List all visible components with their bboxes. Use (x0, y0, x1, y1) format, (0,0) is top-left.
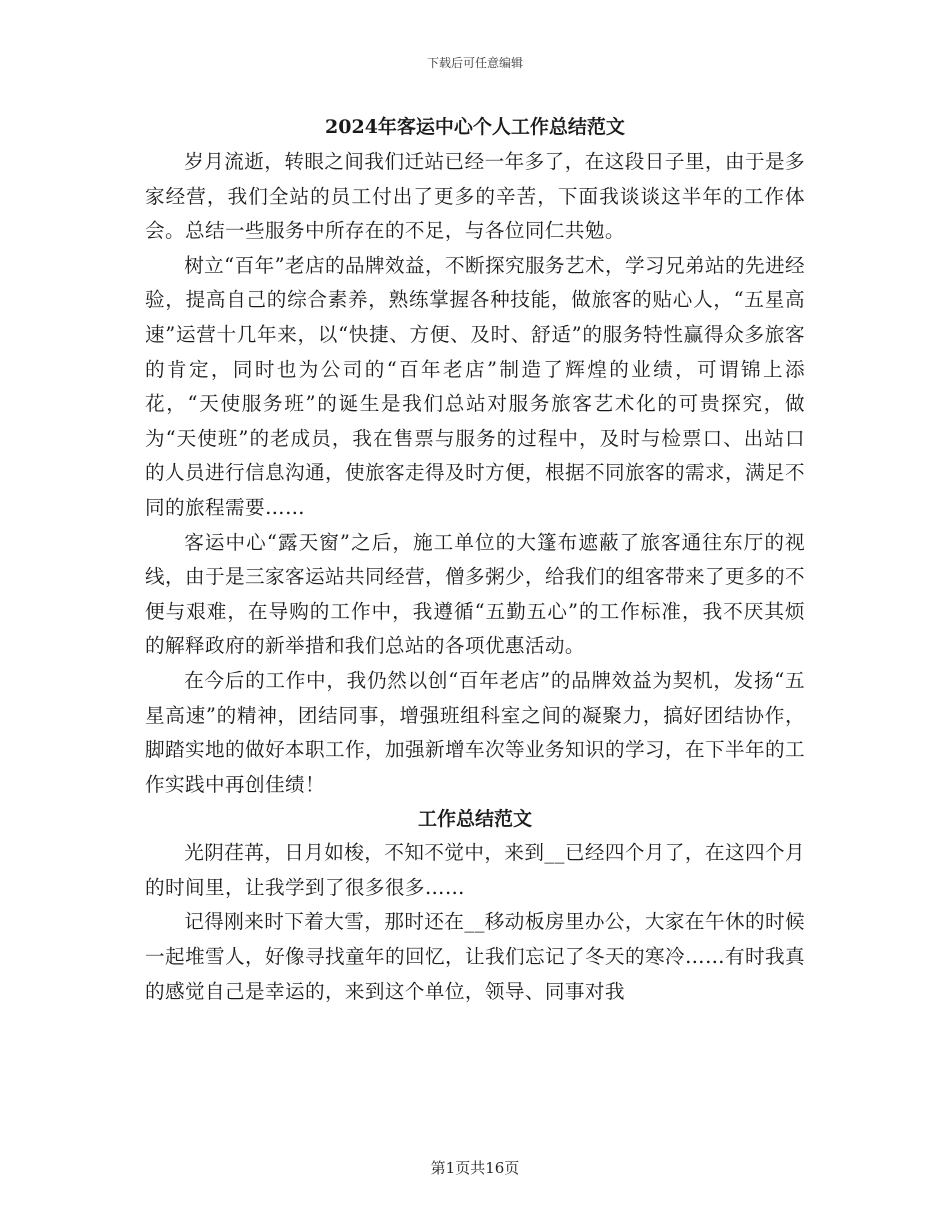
page-number: 第1页共16页 (430, 1159, 520, 1177)
section-title: 工作总结范文 (417, 808, 532, 831)
paragraph: 光阴荏苒，日月如梭，不知不觉中，来到__已经四个月了，在这四个月的时间里，让我学到了很多很多…… (145, 841, 805, 899)
header-note: 下载后可任意编辑 (426, 56, 523, 70)
paragraph: 在今后的工作中，我仍然以创“百年老店”的品牌效益为契机，发扬“五星高速”的精神，团结同事，增强班组科室之间的凝聚力，搞好团结协作，脚踏实地的做好本职工作，加强新增车次等业务知识的学习，在下半年的工作实践中再创佳绩！ (145, 668, 805, 796)
document-title: 2024年客运中心个人工作总结范文 (325, 116, 625, 138)
paragraph: 树立“百年”老店的品牌效益，不断探究服务艺术，学习兄弟站的先进经验，提高自己的综合素养，熟练掌握各种技能，做旅客的贴心人，“五星高速”运营十几年来，以“快捷、方便、及时、舒适”的服务特性赢得众多旅客的肯定，同时也为公司的“百年老店”制造了辉煌的业绩，可谓锦上添花，“天使服务班”的诞生是我们总站对服务旅客艺术化的可贵探究，做为“天使班”的老成员，我在售票与服务的过程中，及时与检票口、出站口的人员进行信息沟通，使旅客走得及时方便，根据不同旅客的需求，满足不同的旅程需要…… (145, 253, 805, 519)
paragraph: 记得刚来时下着大雪，那时还在__移动板房里办公，大家在午休的时候一起堆雪人，好像寻找童年的回忆，让我们忘记了冬天的寒冷……有时我真的感觉自己是幸运的，来到这个单位，领导、同事对我 (145, 910, 805, 1003)
paragraph: 客运中心“露天窗”之后，施工单位的大篷布遮蔽了旅客通往东厅的视线，由于是三家客运站共同经营，僧多粥少，给我们的组客带来了更多的不便与艰难，在导购的工作中，我遵循“五勤五心”的工作标准，我不厌其烦的解释政府的新举措和我们总站的各项优惠活动。 (145, 530, 805, 658)
document-body (145, 110, 805, 1009)
paragraph: 岁月流逝，转眼之间我们迁站已经一年多了，在这段日子里，由于是多家经营，我们全站的员工付出了更多的辛苦，下面我谈谈这半年的工作体会。总结一些服务中所存在的不足，与各位同仁共勉。 (145, 150, 805, 243)
